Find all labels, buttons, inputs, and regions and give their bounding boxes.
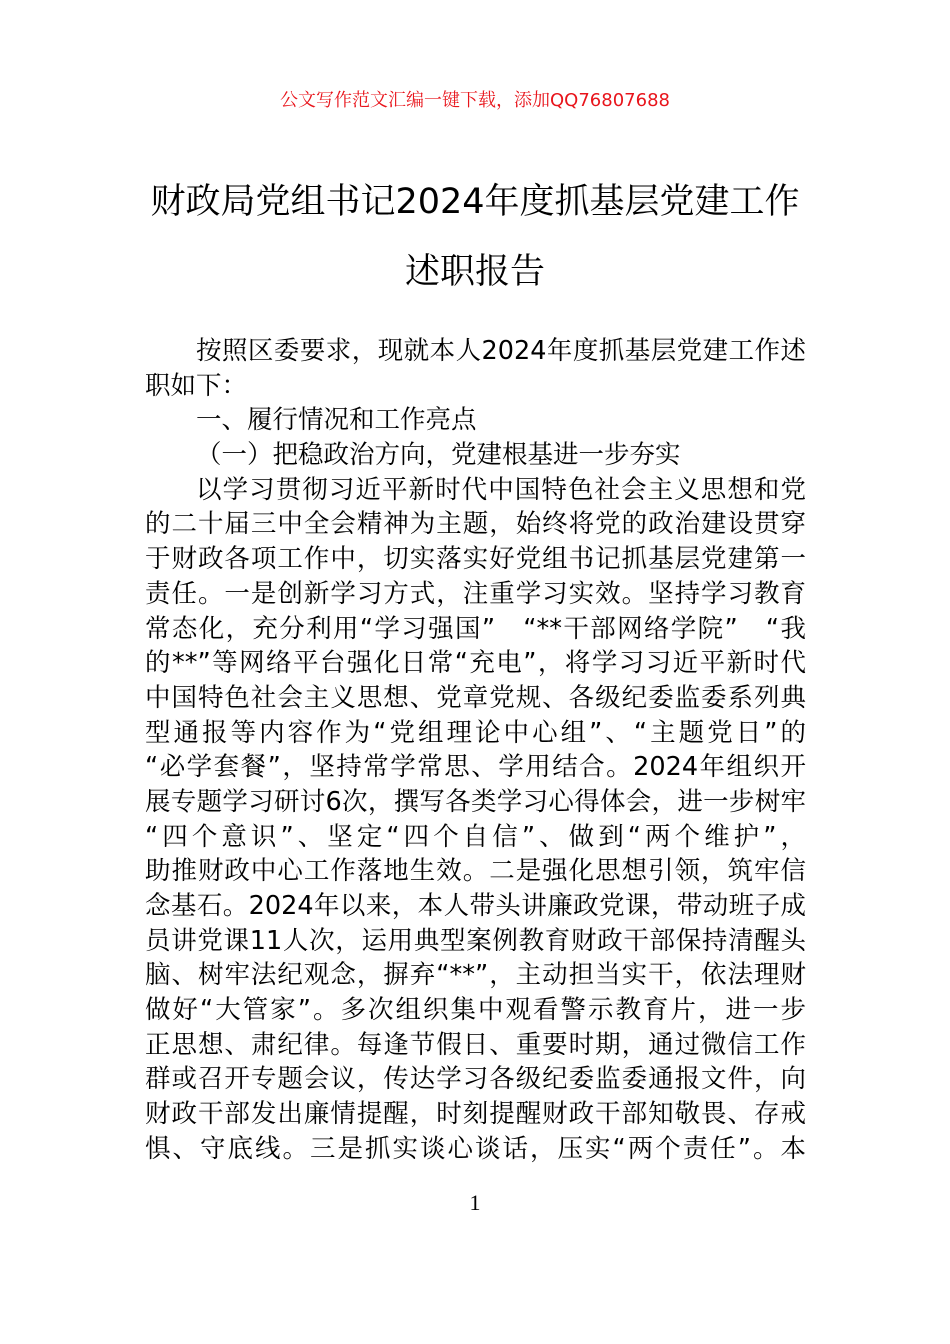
body-text-line: 的**”等网络平台强化日常“充电”，将学习习近平新时代: [145, 648, 806, 679]
body-text-line: 惧、守底线。三是抓实谈心谈话，压实“两个责任”。本: [145, 1133, 806, 1164]
body-text-line: 脑、树牢法纪观念，摒弃“**”，主动担当实干，依法理财: [145, 960, 806, 991]
body-text-line: 中国特色社会主义思想、党章党规、各级纪委监委系列典: [145, 682, 806, 713]
page-number: 1: [469, 1190, 481, 1215]
header-advertisement: 公文写作范文汇编一键下载，添加QQ76807688: [280, 90, 670, 111]
body-text-line: 财政干部发出廉情提醒，时刻提醒财政干部知敬畏、存戒: [145, 1099, 806, 1130]
body-text-line: 正思想、肃纪律。每逢节假日、重要时期，通过微信工作: [145, 1029, 806, 1060]
body-text-line: 职如下：: [145, 370, 248, 401]
body-text-line: 按照区委要求，现就本人2024年度抓基层党建工作述: [196, 336, 806, 366]
body-text-line: 的二十届三中全会精神为主题，始终将党的政治建设贯穿: [145, 509, 806, 540]
body-text-line: 展专题学习研讨6次，撰写各类学习心得体会，进一步树牢: [145, 786, 806, 817]
body-text-line: 助推财政中心工作落地生效。二是强化思想引领，筑牢信: [145, 856, 806, 887]
body-text-line: “必学套餐”，坚持常学常思、学用结合。2024年组织开: [145, 752, 806, 783]
body-text-line: 型通报等内容作为“党组理论中心组”、“主题党日”的: [145, 717, 806, 748]
body-text-line: （一）把稳政治方向，党建根基进一步夯实: [196, 440, 681, 471]
body-text-line: 常态化，充分利用“学习强国” “**干部网络学院” “我: [145, 613, 806, 644]
body-text-line: 于财政各项工作中，切实落实好党组书记抓基层党建第一: [145, 544, 806, 575]
body-text-line: 员讲党课11人次，运用典型案例教育财政干部保持清醒头: [145, 925, 806, 956]
document-body: [145, 334, 806, 1167]
body-text-line: 责任。一是创新学习方式，注重学习实效。坚持学习教育: [145, 578, 806, 609]
body-text-line: 念基石。2024年以来，本人带头讲廉政党课，带动班子成: [145, 891, 806, 921]
body-text-line: 群或召开专题会议，传达学习各级纪委监委通报文件，向: [145, 1064, 806, 1095]
body-text-line: 做好“大管家”。多次组织集中观看警示教育片，进一步: [145, 995, 806, 1026]
document-title-line-1: 财政局党组书记2024年度抓基层党建工作: [150, 182, 800, 222]
body-text-line: “四个意识”、坚定“四个自信”、做到“两个维护”，: [145, 821, 806, 852]
document-title-line-2: 述职报告: [404, 252, 545, 292]
body-text-line: 以学习贯彻习近平新时代中国特色社会主义思想和党: [196, 474, 806, 505]
body-text-line: 一、履行情况和工作亮点: [196, 405, 477, 436]
